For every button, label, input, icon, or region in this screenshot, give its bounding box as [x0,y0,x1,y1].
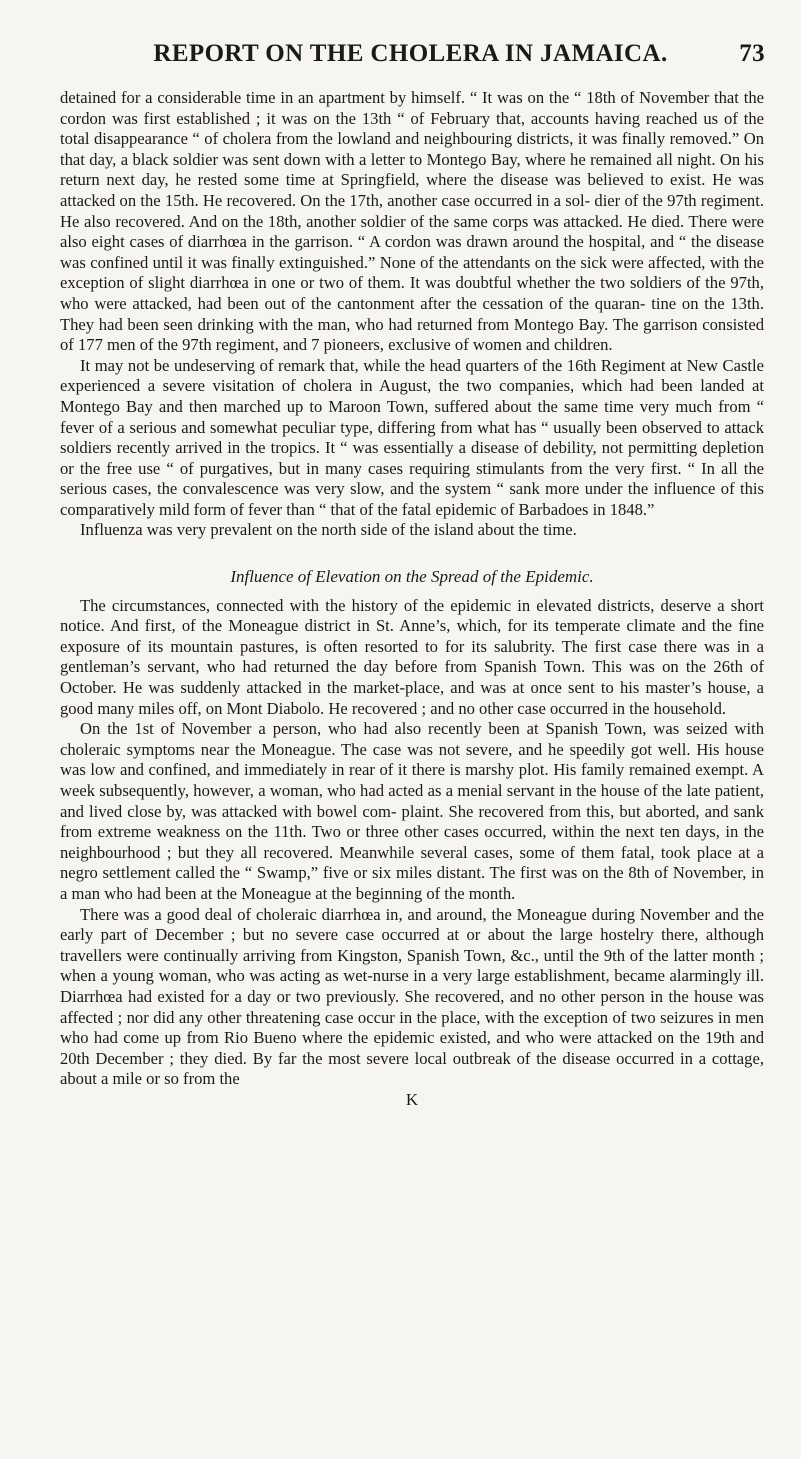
page-title: REPORT ON THE CHOLERA IN JAMAICA. [153,40,668,67]
running-head [56,40,765,80]
paragraph: The circumstances, connected with the history of the epidemic in elevated districts, deserve a short notice. And first, of the Moneague district in St. Anne’s, which, for its temperate climate and the fine exposure of its mountain pastures, is often resorted to for its salubrity. The first case there was in a gentleman’s servant, who had returned the day before from Spanish Town. This was on the 26th of October. He was suddenly attacked in the market-place, and was at once sent to his master’s house, a good many miles off, on Mont Diabolo. He recovered ; and no other case occurred in the household. [60,595,764,718]
paragraph: detained for a considerable time in an apartment by himself. “ It was on the “ 18th of November that the cordon was first established ; it was on the 13th “ of February that, accounts having reached us of the total disappearance “ of cholera from the lowland and neighbouring districts, it was finally removed.” On that day, a black soldier was sent down with a letter to Montego Bay, where he remained all night. On his return next day, he rested some time at Springfield, where the disease was believed to exist. He was attacked on the 15th. He recovered. On the 17th, another case occurred in a sol- dier of the 97th regiment. He also recovered. And on the 18th, another soldier of the same corps was attacked. He died. There were also eight cases of diarrhœa in the garrison. “ A cordon was drawn around the hospital, and “ the disease was confined until it was finally extinguished.” None of the attendants on the sick were affected, with the exception of slight diarrhœa in one or two of them. It was doubtful whether the two soldiers of the 97th, who were attacked, had been out of the cantonment after the cessation of the quaran- tine on the 13th. They had been seen drinking with the man, who had returned from Montego Bay. The garrison consisted of 177 men of the 97th regiment, and 7 pioneers, exclusive of women and children. [60,88,764,355]
paragraph: Influenza was very prevalent on the north side of the island about the time. [80,520,577,540]
section-heading: Influence of Elevation on the Spread of the Epidemic. [230,567,594,587]
page-number: 73 [739,40,765,67]
signature-mark: K [405,1089,419,1109]
paragraph: It may not be undeserving of remark that, while the head quarters of the 16th Regiment at New Castle experienced a severe visitation of cholera in August, the two companies, which had been landed at Montego Bay and then marched up to Maroon Town, suffered about the same time very much from “ fever of a serious and somewhat peculiar type, differing from what has “ usually been observed to attack soldiers recently arrived in the tropics. It “ was essentially a disease of debility, not permitting depletion or the free use “ of purgatives, but in many cases requiring stimulants from the very first. “ In all the serious cases, the convalescence was very slow, and the system “ sank more under the influence of this comparatively mild form of fever than “ that of the fatal epidemic of Barbadoes in 1848.” [60,355,764,519]
body-text [60,88,764,1110]
paragraph: On the 1st of November a person, who had also recently been at Spanish Town, was seized with choleraic symptoms near the Moneague. The case was not severe, and he speedily got well. His house was low and confined, and immediately in rear of it there is marshy plot. His family remained exempt. A week subsequently, however, a woman, who had acted as a menial servant in the house of the late patient, and lived close by, was attacked with bowel com- plaint. She recovered from this, but aborted, and sank from extreme weakness on the 11th. Two or three other cases occurred, within the next ten days, in the neighbourhood ; but they all recovered. Meanwhile several cases, some of them fatal, took place at a negro settlement called the “ Swamp,” five or six miles distant. The first was on the 8th of November, in a man who had been at the Moneague at the beginning of the month. [60,719,764,903]
paragraph: There was a good deal of choleraic diarrhœa in, and around, the Moneague during November and the early part of December ; but no severe case occurred at or about the large hostelry there, although travellers were continually arriving from Kingston, Spanish Town, &c., until the 9th of the latter month ; when a young woman, who was acting as wet-nurse in a very large establishment, became alarmingly ill. Diarrhœa had existed for a day or two previously. She recovered, and no other person in the house was affected ; nor did any other threatening case occur in the place, with the exception of two seizures in men who had come up from Rio Bueno where the epidemic existed, and who were attacked on the 19th and 20th December ; they died. By far the most severe local outbreak of the disease occurred in a cottage, about a mile or so from the [60,904,764,1089]
